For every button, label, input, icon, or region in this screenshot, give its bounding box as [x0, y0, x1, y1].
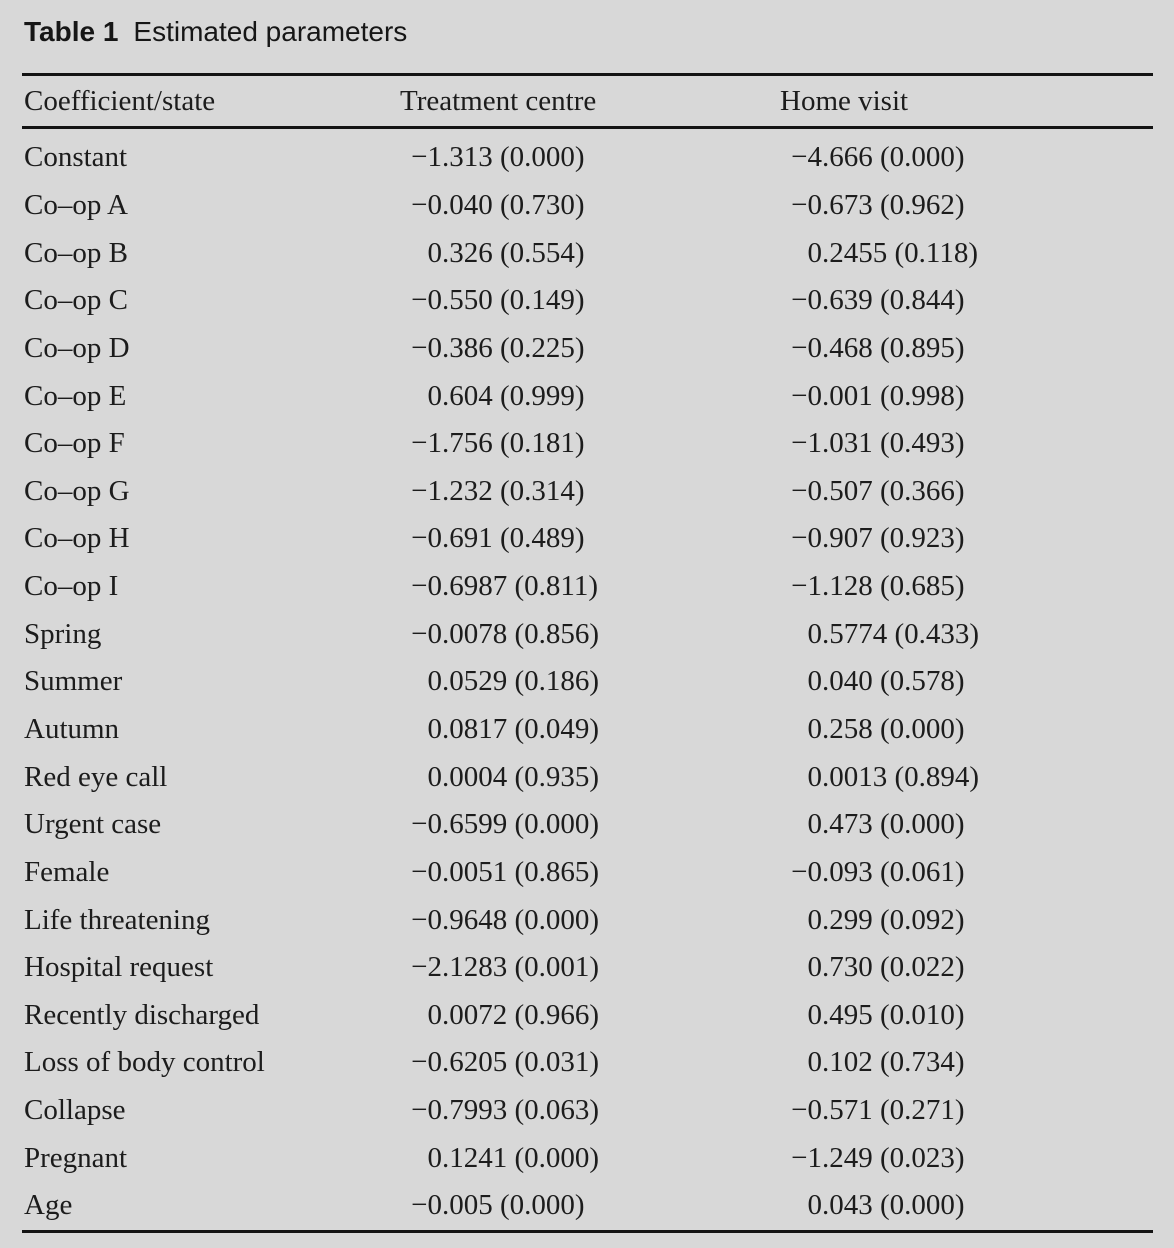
home-visit-value: −0.639 (0.844): [791, 284, 965, 317]
row-label: Constant: [24, 141, 128, 174]
row-label: Red eye call: [24, 760, 168, 793]
table-row: [0, 706, 1174, 754]
table-row: [0, 849, 1174, 897]
treatment-centre-value: −0.7993 (0.063): [411, 1094, 600, 1127]
table-row: [0, 896, 1174, 944]
table-row: [0, 658, 1174, 706]
row-label: Co–op B: [24, 236, 128, 269]
row-label: Co–op I: [24, 570, 119, 603]
treatment-centre-value: −0.005 (0.000): [411, 1189, 585, 1222]
home-visit-value: 0.040 (0.578): [807, 665, 965, 698]
home-visit-value: −1.249 (0.023): [791, 1141, 965, 1174]
table-row: [0, 467, 1174, 515]
table-title: [0, 0, 1174, 50]
treatment-centre-value: 0.1241 (0.000): [427, 1141, 600, 1174]
table-row: [0, 944, 1174, 992]
treatment-centre-value: −0.6987 (0.811): [411, 570, 598, 603]
treatment-centre-value: −0.040 (0.730): [411, 188, 585, 221]
treatment-centre-value: −0.0051 (0.865): [411, 855, 600, 888]
home-visit-value: 0.730 (0.022): [807, 951, 965, 984]
home-visit-value: 0.2455 (0.118): [807, 236, 978, 269]
row-label: Age: [24, 1189, 73, 1222]
table-row: [0, 277, 1174, 325]
treatment-centre-value: 0.0072 (0.966): [427, 998, 600, 1031]
table-row: [0, 182, 1174, 230]
treatment-centre-value: 0.604 (0.999): [427, 379, 585, 412]
treatment-centre-value: −1.313 (0.000): [411, 141, 585, 174]
home-visit-value: −0.907 (0.923): [791, 522, 965, 555]
row-label: Loss of body control: [24, 1046, 265, 1079]
row-label: Co–op D: [24, 331, 130, 364]
home-visit-value: 0.258 (0.000): [807, 713, 965, 745]
row-label: Collapse: [24, 1094, 126, 1127]
table-row: [0, 372, 1174, 420]
table-row: [0, 134, 1174, 182]
treatment-centre-value: −0.0078 (0.856): [411, 617, 600, 650]
table-row: [0, 420, 1174, 468]
row-label: Co–op E: [24, 379, 127, 412]
home-visit-value: −4.666 (0.000): [791, 141, 965, 174]
table-row: [0, 1182, 1174, 1230]
table-row: [0, 1039, 1174, 1087]
column-header-coefficient-state: Coefficient/state: [24, 84, 216, 117]
table-row: [0, 801, 1174, 849]
row-label: Pregnant: [24, 1141, 128, 1174]
home-visit-value: 0.5774 (0.433): [807, 617, 980, 650]
treatment-centre-value: −1.756 (0.181): [411, 427, 585, 460]
treatment-centre-value: −0.691 (0.489): [411, 522, 585, 555]
row-label: Co–op C: [24, 284, 128, 317]
table-row: [0, 610, 1174, 658]
table-row: [0, 992, 1174, 1040]
row-label: Co–op A: [24, 188, 128, 221]
table-row: [0, 515, 1174, 563]
row-label: Spring: [24, 617, 102, 650]
row-label: Summer: [24, 665, 123, 698]
row-label: Life threatening: [24, 903, 210, 936]
table-bottom-rule: [22, 1230, 1153, 1233]
table-row: [0, 563, 1174, 611]
table-body: [0, 129, 1174, 1230]
table-header-row: [0, 76, 1174, 126]
treatment-centre-value: −0.6205 (0.031): [411, 1046, 600, 1079]
home-visit-value: 0.102 (0.734): [807, 1046, 965, 1079]
row-label: Recently discharged: [24, 998, 260, 1031]
table-number: Table 1: [24, 16, 119, 47]
home-visit-value: −0.571 (0.271): [791, 1094, 965, 1127]
table-row: [0, 753, 1174, 801]
home-visit-value: 0.299 (0.092): [807, 903, 965, 936]
row-label: Female: [24, 855, 110, 888]
home-visit-value: 0.0013 (0.894): [807, 760, 980, 793]
row-label: Co–op G: [24, 474, 130, 507]
table-row: [0, 1134, 1174, 1182]
treatment-centre-value: −1.232 (0.314): [411, 474, 585, 507]
home-visit-value: −0.001 (0.998): [791, 379, 965, 412]
column-header-home-visit: Home visit: [780, 84, 909, 117]
treatment-centre-value: −2.1283 (0.001): [411, 951, 600, 984]
treatment-centre-value: −0.386 (0.225): [411, 331, 585, 364]
row-label: Co–op F: [24, 427, 125, 460]
treatment-centre-value: 0.326 (0.554): [427, 236, 585, 269]
home-visit-value: −1.128 (0.685): [791, 570, 965, 603]
row-label: Co–op H: [24, 522, 130, 555]
treatment-centre-value: 0.0004 (0.935): [427, 760, 600, 793]
column-header-treatment-centre: Treatment centre: [400, 84, 597, 117]
home-visit-value: −0.507 (0.366): [791, 474, 965, 507]
home-visit-value: −0.673 (0.962): [791, 188, 965, 221]
table-row: [0, 325, 1174, 373]
treatment-centre-value: 0.0817 (0.049): [427, 713, 600, 745]
row-label: Urgent case: [24, 808, 162, 841]
home-visit-value: 0.473 (0.000): [807, 808, 965, 841]
home-visit-value: −0.093 (0.061): [791, 855, 965, 888]
home-visit-value: −0.468 (0.895): [791, 331, 965, 364]
treatment-centre-value: 0.0529 (0.186): [427, 665, 600, 698]
table-row: [0, 229, 1174, 277]
table-row: [0, 1087, 1174, 1135]
row-label: Hospital request: [24, 951, 214, 984]
treatment-centre-value: −0.6599 (0.000): [411, 808, 600, 841]
home-visit-value: 0.495 (0.010): [807, 998, 965, 1031]
treatment-centre-value: −0.9648 (0.000): [411, 903, 600, 936]
home-visit-value: 0.043 (0.000): [807, 1189, 965, 1222]
row-label: Autumn: [24, 713, 120, 745]
home-visit-value: −1.031 (0.493): [791, 427, 965, 460]
treatment-centre-value: −0.550 (0.149): [411, 284, 585, 317]
table-caption: Estimated parameters: [133, 16, 408, 47]
